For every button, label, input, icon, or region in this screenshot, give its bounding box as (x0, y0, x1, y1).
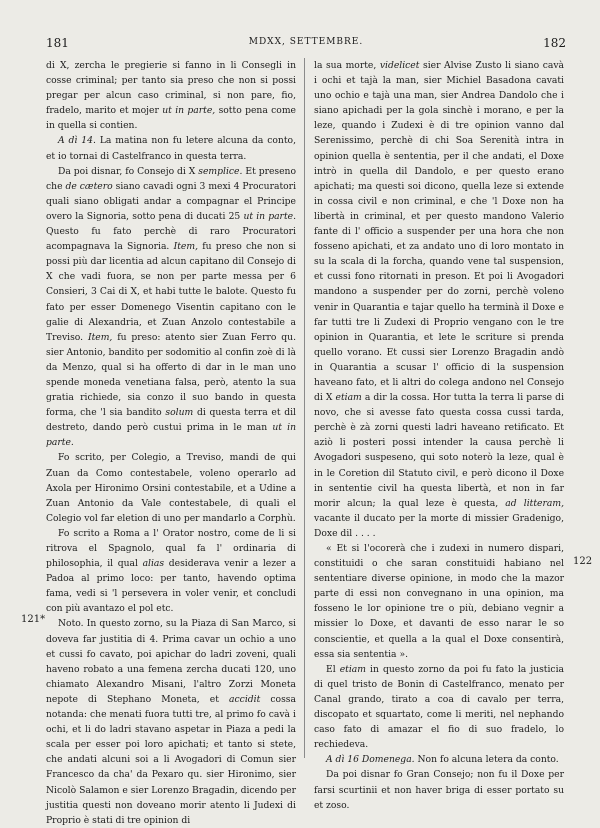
paragraph: A dì 16 Domenega. Non fo alcuna letera da conto. (326, 754, 559, 766)
paragraph: Fo scrito, per Colegio, a Treviso, mandi de qui Zuan da Como contestabele, voleno operarlo ad Axola per Hironimo Orsini contestabile, et a Udine a Zuan Antonio da Vale contestabele, di quali el Colegio vol far eletion di uno per mandarlo a Corphù. (46, 452, 296, 524)
running-title: MDXX, SETTEMBRE. (248, 37, 364, 47)
paragraph: El etiam in questo zorno da poi fu fato la justicia di quel tristo de Bonin di Castelfranco, menato per Canal grando, tirato a coa di cavalo per terra, discopato et squartato, come li meriti, nel nephando caso fato di amazar el fio di suo fradelo, lo rechiedeva. (314, 663, 564, 751)
paragraph: Da poi disnar, fo Consejo di X semplice. Et preseno che de cætero siano cavadi ogni 3 mexi 4 Procuratori quali siano obligati andar a compagnar el Principe overo la Signoria, sotto pena di ducati 25 ut in parte. Questo fu fato perchè di raro Procuratori acompagnava la Signoria. Item, fu preso che non si possi più dar licentia ad alcun capitano dil Consejo di X che vadi fuora, se non per parte messa per 6 Consieri, 3 Cai di X, et habi tutte le balote. Questo fu fato per esser Domenego Visentin capitano con le galie di Alexandria, et Zuan Anzolo contestabile a Treviso. Item, fu preso: atento sier Zuan Ferro qu. sier Antonio, bandito per sodomitio al confin zoè di là da Menzo, qual si ha offerto di dar in le man uno spende moneda venetiana falsa, però, atento la sua gratia richiede, sia conzo il suo bando in questa forma, che 'l sia bandito solum di questa terra et dil destreto, dando però custui prima in le man ut in parte. (46, 165, 297, 449)
left-column (46, 58, 296, 828)
page-header (46, 36, 566, 54)
paragraph: Noto. In questo zorno, su la Piaza di San Marco, si doveva far justitia di 4. Prima cavar un ochio a uno et cussi fo cavato, poi apichar do ladri zoveni, quali haveno robato a una femena zercha ducati 120, uno chiamato Alexandro Misani, l'altro Zorzi Moneta nepote di Stephano Moneta, et accidit cossa notanda: che menati fuora tutti tre, al primo fo cavà i ochi, et li do ladri stavano aspetar in Piaza a pedi la scala per esser poi loro apichati; et tanto si stete, che andati alcuni soi a li Avogadori di Comun sier Francesco da cha' da Pexaro qu. sier Hironimo, sier Nicolò Salamon e sier Lorenzo Bragadin, dicendo per justitia questi non doveano morir atento li Judexi di Proprio è stati di tre opinion di (46, 618, 296, 826)
paragraph: di X, zercha le pregierie si fanno in li Consegli in cosse criminal; per tanto sia preso che non si possi pregar per alcun caso criminal, si non pare, fio, fradelo, marito et mojer ut in parte, sotto pena come in quella si contien. (46, 60, 296, 132)
column-divider (304, 58, 305, 758)
paragraph: A dì 14. La matina non fu letere alcuna da conto, et io tornai di Castelfranco in questa terra. (46, 135, 296, 162)
paragraph: Fo scrito a Roma a l' Orator nostro, come de li si ritrova el Spagnolo, qual fa l' ordinaria di philosophia, il qual alias desiderava venir a lezer a Padoa al primo loco: per tanto, havendo optima fama, vedi si 'l persevera in voler venir, et concludi con più avantazo el pol etc. (46, 527, 296, 615)
page-number-right: 182 (543, 36, 566, 50)
right-column (314, 58, 564, 813)
paragraph: la sua morte, videlicet sier Alvise Zusto li siano cavà i ochi et tajà la man, sier Michiel Basadona cavati uno ochio e tajà una man, sier Andrea Dandolo che i siano apichadi per la gola sinchè i morano, e per la leze, quando i Zudexi è di tre opinion vanno dal Serenissimo, perchè di chi Soa Serenità intra in opinion quella è sententia, per il che andati, el Doxe intrò in quella dil Dandolo, e per questo erano apichati; ma questi soi dicono, quella leze si extende in cossa civil e non criminal, e che 'l Doxe non ha libertà in criminal, et per questo mandono Valerio fante di l' officio a suspender per una hora che non fosseno apichati, et za andato uno di loro montato in su la scala di la forcha, quando vene tal suspension, et cussi fono ritornati in preson. Et poi li Avogadori mandono a suspender per do zorni, perchè voleno venir in Quarantia e tajar quello ha terminà il Doxe e far tutti tre li Zudexi di Proprio vengano con le tre opinion in Quarantia, et lete le scriture si prenda quello vorano. Et cussi sier Lorenzo Bragadin andò in Quarantia a scusar l' officio di la suspension haveano fato, et li altri do colega andono nel Consejo di X etiam a dir la cossa. Hor tutta la terra li parse di novo, che si avesse fato questa cossa cussi tarda, perchè è zà zorni questi ladri haveano retificato. Et aziò li posteri possi intender la causa perchè li Avogadori suspeseno, qui soto noterò la leze, qual è in le Coretion dil Statuto civil, e però dicono il Doxe in sententie civil ha questa libertà, et non in far morir alcun; la qual leze è questa, ad litteram, vacante il ducato per la morte di missier Gradenigo, Doxe dil . . . . (314, 60, 565, 539)
margin-note-right: 122 (573, 556, 593, 567)
margin-note-left: 121* (21, 614, 46, 625)
paragraph: « Et si l'ocorerà che i zudexi in numero dispari, constituidi o che saran constituidi habiano nel sententiare diverse opinione, in modo che la mazor parte di essi non convegnano in una opinion, ma fosseno le lor opinione tre o più, debiano vegnir a missier lo Doxe, et davanti de esso narar le so conscientie, et quella a la qual el Doxe consentirà, essa sia sententia ». (314, 543, 564, 660)
page-number-left: 181 (46, 36, 69, 50)
paragraph: Da poi disnar fo Gran Consejo; non fu il Doxe per farsi scurtinii et non haver briga di esser portato su et zoso. (314, 769, 564, 811)
